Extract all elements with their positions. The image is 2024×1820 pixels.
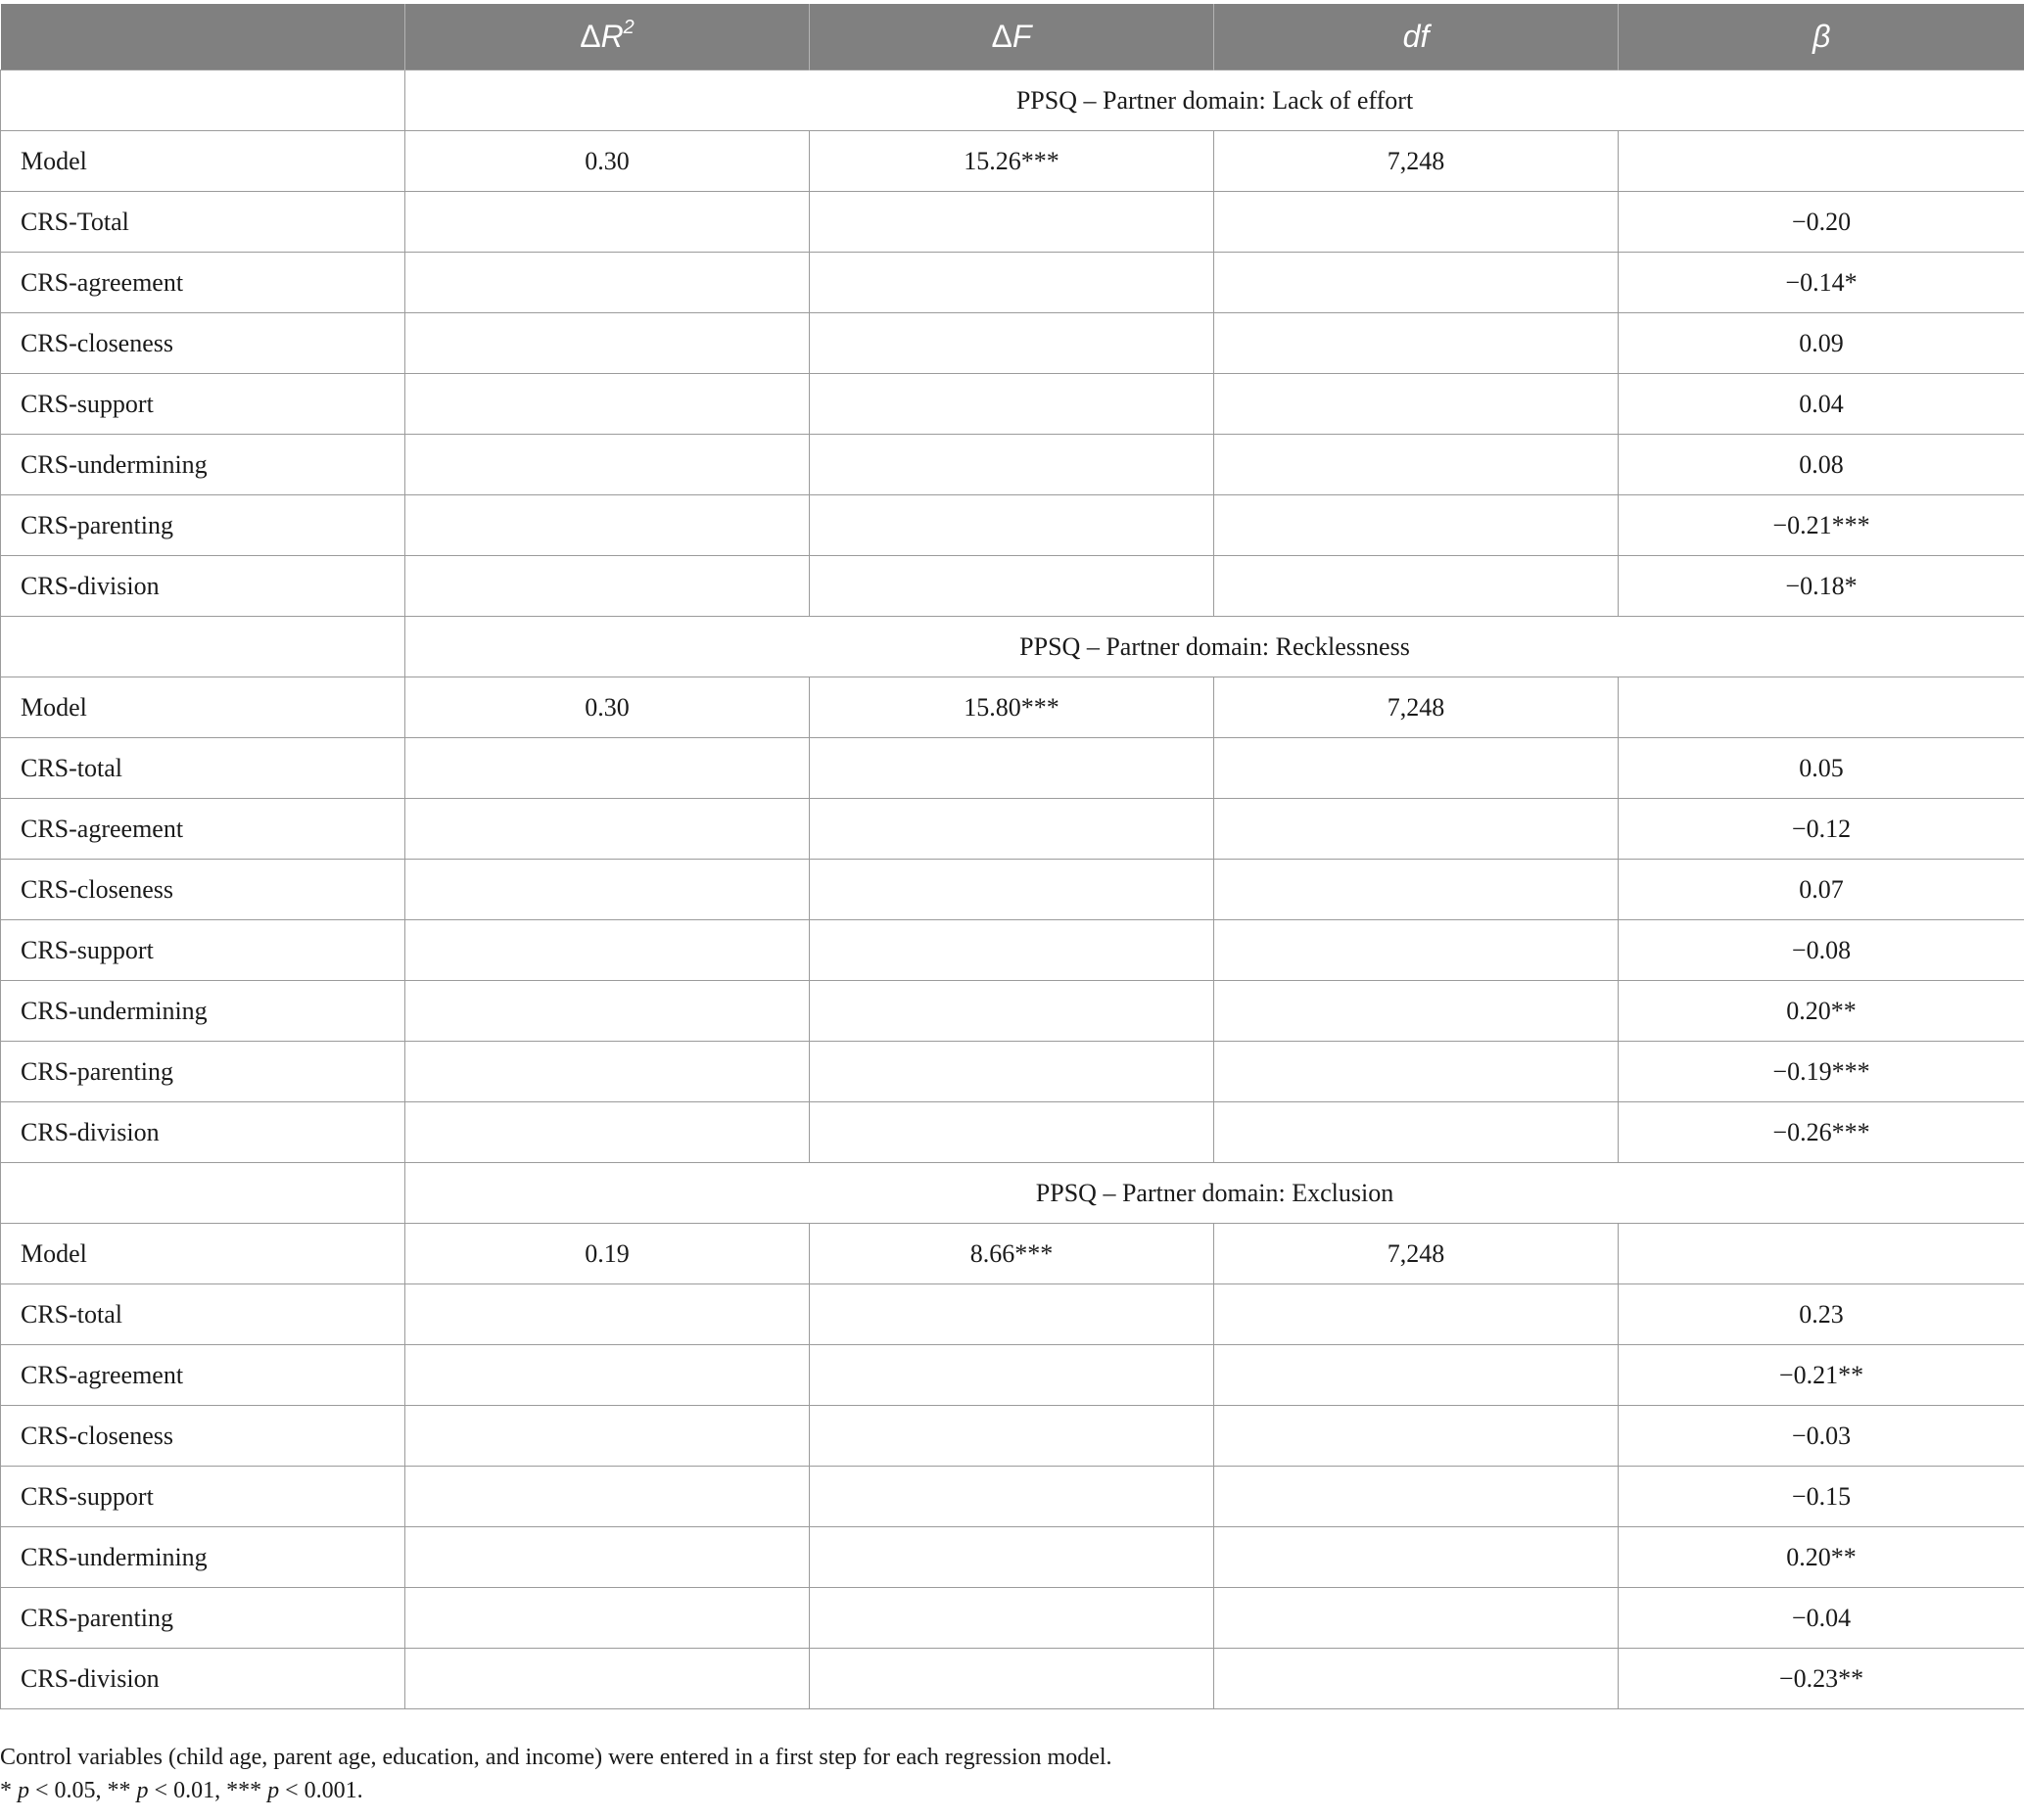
table-header-row: [1, 4, 2024, 70]
delta-r2-value: [405, 1406, 810, 1467]
sig-threshold-3: < 0.001.: [279, 1778, 363, 1803]
delta-r2-value: [405, 556, 810, 617]
row-label: CRS-total: [1, 738, 405, 799]
delta-r2-value: [405, 495, 810, 556]
regression-table-container: [0, 4, 2024, 1709]
row-label: CRS-parenting: [1, 1042, 405, 1102]
delta-r2-value: [405, 435, 810, 495]
table-row: [1, 1467, 2024, 1527]
row-label: CRS-closeness: [1, 860, 405, 920]
section-title: PPSQ – Partner domain: Recklessness: [405, 617, 2024, 677]
row-label: CRS-closeness: [1, 1406, 405, 1467]
delta-r2-value: [405, 1102, 810, 1163]
row-label: CRS-support: [1, 1467, 405, 1527]
row-label: CRS-division: [1, 1649, 405, 1709]
delta-r2-value: [405, 1527, 810, 1588]
sig-star-3: ***: [226, 1778, 268, 1803]
df-value: [1214, 1102, 1619, 1163]
delta-f-value: [810, 738, 1214, 799]
section-empty-cell: [1, 617, 405, 677]
beta-value: −0.21**: [1619, 1345, 2024, 1406]
delta-r2-value: 0.30: [405, 131, 810, 192]
delta-r2-value: [405, 799, 810, 860]
delta-f-value: [810, 1588, 1214, 1649]
row-label: Model: [1, 1224, 405, 1284]
table-row: [1, 1406, 2024, 1467]
df-value: 7,248: [1214, 1224, 1619, 1284]
delta-r2-value: [405, 1284, 810, 1345]
table-notes: [0, 1741, 1112, 1807]
beta-value: 0.09: [1619, 313, 2024, 374]
sig-star-2: **: [107, 1778, 137, 1803]
delta-r2-value: 0.19: [405, 1224, 810, 1284]
beta-value: 0.20**: [1619, 981, 2024, 1042]
header-df: df: [1214, 4, 1619, 70]
delta-f-value: [810, 1467, 1214, 1527]
beta-value: −0.03: [1619, 1406, 2024, 1467]
delta-r2-value: [405, 1345, 810, 1406]
table-row: [1, 1649, 2024, 1709]
df-value: [1214, 860, 1619, 920]
section-empty-cell: [1, 1163, 405, 1224]
df-value: [1214, 799, 1619, 860]
row-label: CRS-parenting: [1, 1588, 405, 1649]
row-label: CRS-Total: [1, 192, 405, 253]
row-label: CRS-agreement: [1, 253, 405, 313]
row-label: Model: [1, 131, 405, 192]
df-value: [1214, 1406, 1619, 1467]
table-row: [1, 738, 2024, 799]
note-significance: [0, 1774, 1112, 1807]
delta-f-value: [810, 374, 1214, 435]
table-body: [1, 70, 2024, 1709]
table-row: [1, 253, 2024, 313]
table-row: [1, 1042, 2024, 1102]
delta-r2-value: [405, 981, 810, 1042]
df-value: [1214, 556, 1619, 617]
beta-value: −0.12: [1619, 799, 2024, 860]
beta-value: −0.18*: [1619, 556, 2024, 617]
delta-f-value: [810, 435, 1214, 495]
df-value: [1214, 253, 1619, 313]
delta-f-value: [810, 860, 1214, 920]
delta-r2-value: [405, 738, 810, 799]
p-symbol: p: [136, 1778, 149, 1803]
beta-value: −0.19***: [1619, 1042, 2024, 1102]
df-value: [1214, 495, 1619, 556]
table-row: [1, 495, 2024, 556]
model-row: [1, 677, 2024, 738]
table-row: [1, 1588, 2024, 1649]
section-header-row: [1, 70, 2024, 131]
df-value: [1214, 1284, 1619, 1345]
delta-symbol: Δ: [580, 19, 601, 54]
r-superscript: 2: [623, 17, 635, 39]
section-header-row: [1, 1163, 2024, 1224]
table-row: [1, 192, 2024, 253]
row-label: CRS-support: [1, 374, 405, 435]
header-variable: [1, 4, 405, 70]
delta-f-value: [810, 1345, 1214, 1406]
delta-r2-value: [405, 374, 810, 435]
section-title: PPSQ – Partner domain: Exclusion: [405, 1163, 2024, 1224]
beta-value: −0.08: [1619, 920, 2024, 981]
table-row: [1, 981, 2024, 1042]
table-row: [1, 435, 2024, 495]
model-row: [1, 131, 2024, 192]
delta-f-value: 15.80***: [810, 677, 1214, 738]
beta-value: 0.23: [1619, 1284, 2024, 1345]
section-header-row: [1, 617, 2024, 677]
row-label: CRS-agreement: [1, 1345, 405, 1406]
header-delta-f: [810, 4, 1214, 70]
table-row: [1, 860, 2024, 920]
delta-f-value: [810, 799, 1214, 860]
table-row: [1, 1284, 2024, 1345]
row-label: CRS-division: [1, 1102, 405, 1163]
beta-value: −0.14*: [1619, 253, 2024, 313]
delta-r2-value: [405, 313, 810, 374]
model-row: [1, 1224, 2024, 1284]
table-row: [1, 556, 2024, 617]
table-row: [1, 1345, 2024, 1406]
note-control-variables: Control variables (child age, parent age, education, and income) were entered in a first step for each regression model.: [0, 1745, 1112, 1770]
df-value: 7,248: [1214, 677, 1619, 738]
delta-f-value: [810, 920, 1214, 981]
beta-value: [1619, 1224, 2024, 1284]
df-value: [1214, 981, 1619, 1042]
row-label: CRS-agreement: [1, 799, 405, 860]
delta-f-value: 15.26***: [810, 131, 1214, 192]
df-value: [1214, 738, 1619, 799]
header-beta: β: [1619, 4, 2024, 70]
beta-value: −0.21***: [1619, 495, 2024, 556]
p-symbol: p: [18, 1778, 29, 1803]
header-delta-r2: [405, 4, 810, 70]
sig-threshold-1: < 0.05,: [29, 1778, 108, 1803]
beta-value: 0.08: [1619, 435, 2024, 495]
df-value: [1214, 1042, 1619, 1102]
delta-r2-value: [405, 1467, 810, 1527]
delta-r2-value: [405, 920, 810, 981]
beta-value: [1619, 131, 2024, 192]
delta-f-value: [810, 1406, 1214, 1467]
delta-f-value: [810, 1284, 1214, 1345]
table-row: [1, 1527, 2024, 1588]
section-title: PPSQ – Partner domain: Lack of effort: [405, 70, 2024, 131]
df-value: [1214, 1588, 1619, 1649]
p-symbol: p: [267, 1778, 280, 1803]
df-value: [1214, 1345, 1619, 1406]
row-label: CRS-parenting: [1, 495, 405, 556]
beta-value: −0.20: [1619, 192, 2024, 253]
delta-r2-value: [405, 192, 810, 253]
beta-value: −0.15: [1619, 1467, 2024, 1527]
beta-value: 0.04: [1619, 374, 2024, 435]
df-value: [1214, 1649, 1619, 1709]
sig-threshold-2: < 0.01,: [148, 1778, 227, 1803]
delta-f-value: [810, 1042, 1214, 1102]
df-value: [1214, 374, 1619, 435]
df-value: [1214, 1467, 1619, 1527]
df-value: [1214, 1527, 1619, 1588]
beta-value: 0.07: [1619, 860, 2024, 920]
delta-r2-value: [405, 253, 810, 313]
table-row: [1, 313, 2024, 374]
delta-f-value: [810, 313, 1214, 374]
table-row: [1, 374, 2024, 435]
delta-f-value: [810, 1527, 1214, 1588]
df-value: [1214, 313, 1619, 374]
sig-star-1: *: [0, 1778, 18, 1803]
df-value: [1214, 192, 1619, 253]
section-empty-cell: [1, 70, 405, 131]
row-label: CRS-closeness: [1, 313, 405, 374]
delta-f-value: 8.66***: [810, 1224, 1214, 1284]
delta-f-value: [810, 1649, 1214, 1709]
delta-symbol: Δ: [991, 19, 1012, 54]
row-label: CRS-total: [1, 1284, 405, 1345]
table-row: [1, 920, 2024, 981]
beta-value: [1619, 677, 2024, 738]
delta-f-value: [810, 253, 1214, 313]
delta-r2-value: [405, 1649, 810, 1709]
beta-value: −0.26***: [1619, 1102, 2024, 1163]
table-row: [1, 799, 2024, 860]
row-label: CRS-undermining: [1, 1527, 405, 1588]
delta-f-value: [810, 495, 1214, 556]
beta-value: −0.04: [1619, 1588, 2024, 1649]
delta-r2-value: [405, 1042, 810, 1102]
df-value: [1214, 435, 1619, 495]
row-label: Model: [1, 677, 405, 738]
row-label: CRS-undermining: [1, 435, 405, 495]
delta-f-value: [810, 1102, 1214, 1163]
delta-f-value: [810, 192, 1214, 253]
delta-r2-value: 0.30: [405, 677, 810, 738]
df-value: [1214, 920, 1619, 981]
beta-value: 0.05: [1619, 738, 2024, 799]
df-value: 7,248: [1214, 131, 1619, 192]
row-label: CRS-undermining: [1, 981, 405, 1042]
f-variable: F: [1012, 19, 1032, 54]
regression-table: [0, 4, 2024, 1709]
beta-value: −0.23**: [1619, 1649, 2024, 1709]
delta-r2-value: [405, 1588, 810, 1649]
row-label: CRS-support: [1, 920, 405, 981]
delta-f-value: [810, 556, 1214, 617]
delta-r2-value: [405, 860, 810, 920]
r-variable: R: [600, 19, 624, 54]
beta-value: 0.20**: [1619, 1527, 2024, 1588]
table-row: [1, 1102, 2024, 1163]
row-label: CRS-division: [1, 556, 405, 617]
delta-f-value: [810, 981, 1214, 1042]
